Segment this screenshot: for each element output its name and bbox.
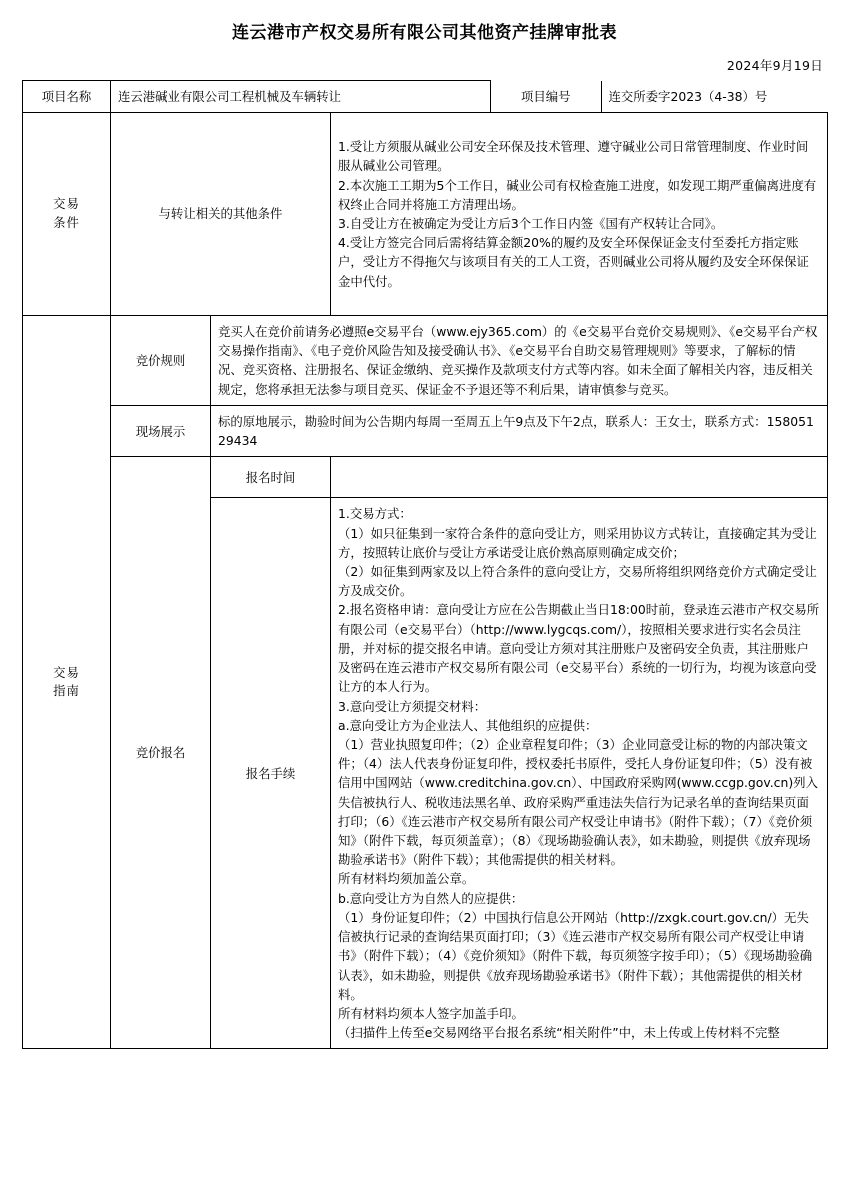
- signup-procedure-paragraph: （1）如只征集到一家符合条件的意向受让方，则采用协议方式转让，直接确定其为受让方，按照转让底价与受让方承诺受让底价熟高原则确定成交价；: [338, 525, 817, 560]
- signup-time-content: [331, 457, 828, 498]
- trade-condition-item: 3.自受让方在被确定为受让方后3个工作日内签《国有产权转让合同》。: [338, 216, 724, 232]
- approval-form-table: [22, 80, 828, 1050]
- signup-procedure-paragraph: （2）如征集到两家及以上符合条件的意向受让方，交易所将组织网络竞价方式确定受让方及成交价。: [338, 563, 817, 599]
- table-row-bidding-rules: [23, 316, 828, 406]
- table-row-trade-conditions: [23, 113, 828, 316]
- signup-procedure-paragraph: 2.报名资格申请：意向受让方应在公告期截止当日18:00时前，登录连云港市产权交易所有限公司（e交易平台）（http://www.lygcqs.com/），按照相关要求进行实名会员注册，并对标的提交报名申请。意向受让方须对其注册账户及密码安全负责，其注册账户及密码在连云港市产权交易所有限公司（e交易平台）系统的一切行为，均视为该意向受让方的本人行为。: [338, 602, 820, 695]
- trade-conditions-content: [331, 113, 828, 316]
- signup-procedure-paragraph: （1）营业执照复印件；（2）企业章程复印件；（3）企业同意受让标的物的内部决策文件；（4）法人代表身份证复印件，授权委托书原件，受托人身份证复印件；（5）没有被信用中国网站（www.creditchina.gov.cn）、中国政府采购网(www.ccgp.gov.cn)列入失信被执行人、税收违法黑名单、政府采购严重违法失信行为记录名单的查询结果页面打印；（6）《连云港市产权交易所有限公司产权受让申请书》（附件下载）；（7）《竞价须知》（附件下载，每页须盖章）；（8）《现场勘验确认表》，如未勘验，则提供《放弃现场勘验承诺书》（附件下载）；其他需提供的相关材料。: [338, 736, 818, 868]
- signup-procedure-paragraph: 1.交易方式：: [338, 506, 412, 522]
- trade-condition-item: 4.受让方签完合同后需将结算金额20%的履约及安全环保保证金支付至委托方指定账户，受让方不得拖欠与该项目有关的工人工资，否则碱业公司将从履约及安全环保保证金中代付。: [338, 235, 809, 289]
- trade-condition-item: 1.受让方须服从碱业公司安全环保及技术管理、遵守碱业公司日常管理制度、作业时间服从碱业公司管理。: [338, 139, 809, 174]
- section-label-trade-guide-line2: 指南: [53, 683, 80, 699]
- signup-procedure-paragraph: b.意向受让方为自然人的应提供：: [338, 890, 524, 906]
- project-name-label: 项目名称: [23, 80, 111, 112]
- section-label-trade-conditions: [23, 113, 111, 316]
- site-display-content: 标的原地展示，勘验时间为公告期内每周一至周五上午9点及下午2点，联系人：王女士，联系方式：15805129434: [211, 405, 828, 456]
- project-code-value: 连交所委字2023（4-38）号: [608, 88, 768, 104]
- signup-procedure-paragraph: （扫描件上传至e交易网络平台报名系统“相关附件”中，未上传或上传材料不完整: [338, 1025, 780, 1041]
- bidding-rules-label: 竞价规则: [111, 316, 211, 406]
- trade-conditions-sub-label: 与转让相关的其他条件: [111, 113, 331, 316]
- table-row-signup-time: [23, 457, 828, 498]
- signup-procedure-paragraph: a.意向受让方为企业法人、其他组织的应提供：: [338, 717, 598, 733]
- project-name-value: 连云港碱业有限公司工程机械及车辆转让: [111, 80, 491, 112]
- signup-procedure-label: 报名手续: [211, 498, 331, 1049]
- signup-procedure-paragraph: 3.意向受让方须提交材料：: [338, 698, 487, 714]
- page-title: 连云港市产权交易所有限公司其他资产挂牌审批表: [232, 23, 617, 43]
- section-label-trade-conditions-line2: 条件: [53, 215, 80, 231]
- signup-procedure-paragraph: （1）身份证复印件；（2）中国执行信息公开网站（http://zxgk.court.gov.cn/）无失信被执行记录的查询结果页面打印；（3）《连云港市产权交易所有限公司产权受让申请书》（附件下载）；（4）《竞价须知》（附件下载，每页须签字按手印）；（5）《现场勘验确认表》，如未勘验，则提供《放弃现场勘验承诺书》（附件下载）；其他需提供的相关材料。: [338, 909, 813, 1002]
- bidding-signup-label: 竞价报名: [111, 457, 211, 1049]
- trade-condition-item: 2.本次施工工期为5个工作日，碱业公司有权检查施工进度，如发现工期严重偏离进度有权终止合同并将施工方清理出场。: [338, 177, 817, 212]
- section-label-trade-conditions-line1: 交易: [53, 196, 80, 212]
- signup-time-label: 报名时间: [211, 457, 331, 498]
- section-label-trade-guide-line1: 交易: [53, 664, 80, 680]
- signup-procedure-paragraph: 所有材料均须本人签字加盖手印。: [338, 1006, 524, 1022]
- project-code-group: [491, 80, 828, 112]
- table-row-project: [23, 80, 828, 112]
- section-label-trade-guide: [23, 316, 111, 1049]
- table-row-site-display: [23, 405, 828, 456]
- bidding-rules-content: 竞买人在竞价前请务必遵照e交易平台（www.ejy365.com）的《e交易平台竞价交易规则》、《e交易平台产权交易操作指南》、《电子竞价风险告知及接受确认书》、《e交易平台自助交易管理规则》等要求，了解标的情况、竞买资格、注册报名、保证金缴纳、竞买操作及款项支付方式等内容。如未全面了解相关内容，违反相关规定，您将承担无法参与项目竞买、保证金不予退还等不利后果，请审慎参与竞买。: [211, 316, 828, 406]
- site-display-label: 现场展示: [111, 405, 211, 456]
- project-code-label: 项目编号: [491, 81, 601, 112]
- document-date: 2024年9月19日: [726, 57, 823, 73]
- signup-procedure-content: [331, 498, 828, 1049]
- signup-procedure-paragraph: 所有材料均须加盖公章。: [338, 871, 475, 887]
